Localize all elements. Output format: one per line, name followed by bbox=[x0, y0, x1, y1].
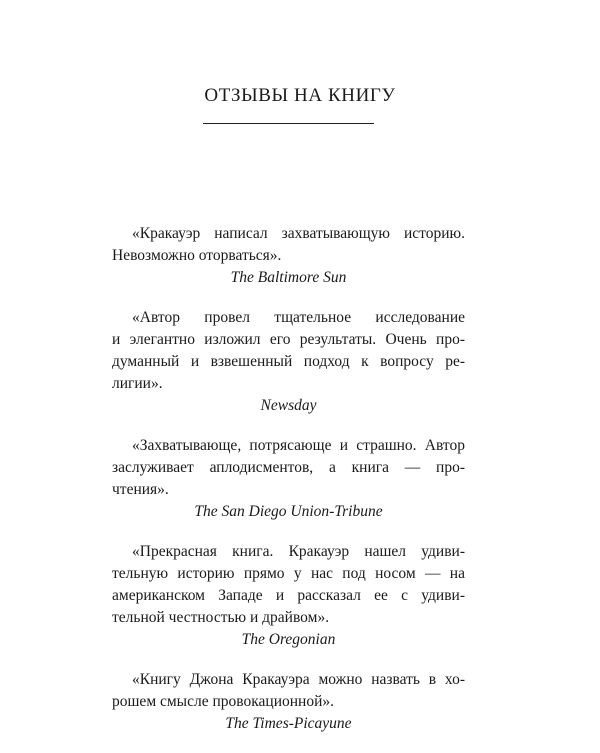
review-source: Newsday bbox=[260, 397, 317, 414]
review-item bbox=[112, 307, 465, 417]
review-item bbox=[112, 435, 465, 523]
quote-line: рошем смысле провокационной». bbox=[112, 693, 335, 710]
quote-line: заслуживает аплодисментов, а книга — про- bbox=[112, 459, 465, 476]
quote-line: «Книгу Джона Кракауэра можно назвать в хо- bbox=[132, 671, 465, 688]
quote-line: лигии». bbox=[112, 375, 163, 392]
page-title: ОТЗЫВЫ НА КНИГУ bbox=[204, 85, 396, 106]
quote-line: тельной честностью и драйвом». bbox=[112, 609, 330, 626]
quote-line: американском Западе и рассказал ее с удиви- bbox=[112, 587, 465, 604]
title-divider bbox=[203, 123, 374, 124]
review-item bbox=[112, 541, 465, 651]
review-source: The Baltimore Sun bbox=[230, 269, 347, 286]
quote-line: думанный и взвешенный подход к вопросу ре- bbox=[112, 353, 465, 370]
review-source: The Oregonian bbox=[241, 631, 336, 648]
review-source: The Times-Picayune bbox=[225, 715, 352, 732]
review-quote bbox=[112, 435, 465, 501]
quote-line: «Захватывающе, потрясающе и страшно. Автор bbox=[132, 437, 465, 454]
review-source: The San Diego Union-Tribune bbox=[194, 503, 383, 520]
review-quote bbox=[112, 541, 465, 629]
review-quote bbox=[112, 307, 465, 395]
review-quote bbox=[112, 669, 465, 713]
review-item bbox=[112, 669, 465, 735]
quote-line: «Кракауэр написал захватывающую историю. bbox=[132, 225, 465, 242]
quote-line: Невозможно оторваться». bbox=[112, 247, 282, 264]
review-item bbox=[112, 223, 465, 289]
quote-line: «Автор провел тщательное исследование bbox=[132, 309, 465, 326]
quote-line: и элегантно изложил его результаты. Очень про- bbox=[112, 331, 465, 348]
reviews-list bbox=[112, 223, 465, 753]
quote-line: чтения». bbox=[112, 481, 169, 498]
quote-line: тельную историю прямо у нас под носом — на bbox=[112, 565, 465, 582]
quote-line: «Прекрасная книга. Кракауэр нашел удиви- bbox=[132, 543, 465, 560]
review-quote bbox=[112, 223, 465, 267]
